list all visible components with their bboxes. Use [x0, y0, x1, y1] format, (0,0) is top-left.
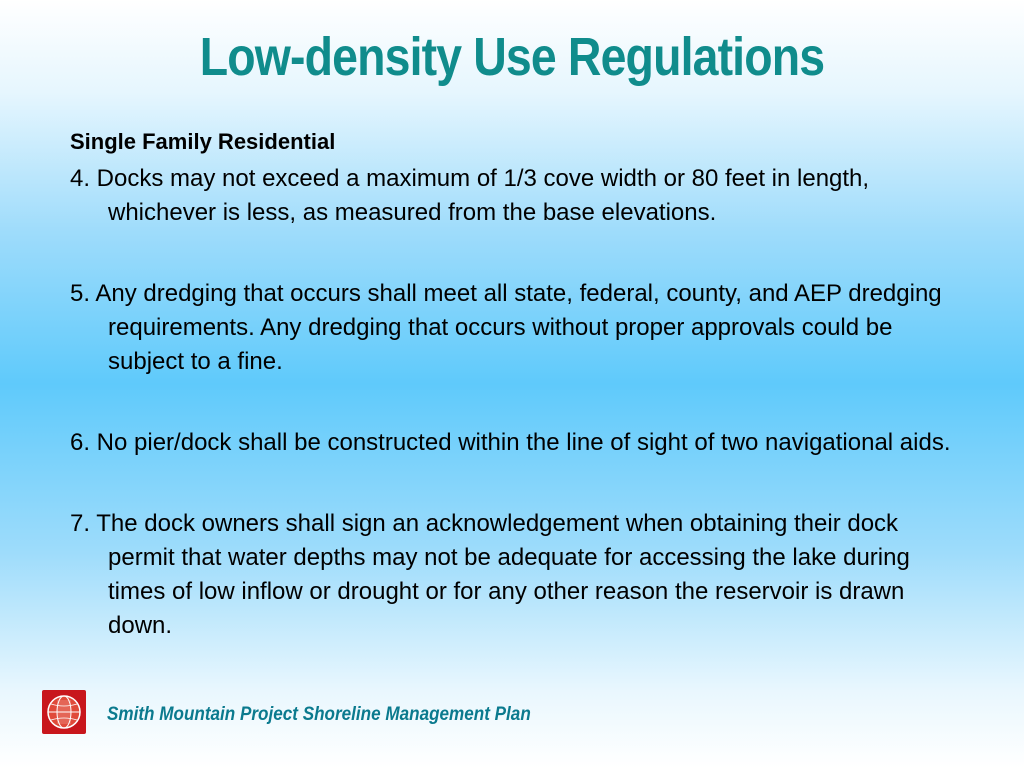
- slide-footer: [42, 690, 742, 734]
- footer-title: Smith Mountain Project Shoreline Management Plan: [107, 704, 531, 725]
- regulation-item-7: 7. The dock owners shall sign an acknowledgement when obtaining their dock permit that water depths may not be adequate for accessing the lake during times of low inflow or drought or for any other reason the reservoir is drawn down.: [70, 510, 910, 639]
- slide-title: Low-density Use Regulations: [199, 27, 825, 87]
- regulation-item-6: 6. No pier/dock shall be constructed within the line of sight of two navigational aids.: [70, 429, 951, 456]
- regulation-item-5: 5. Any dredging that occurs shall meet all state, federal, county, and AEP dredging requirements. Any dredging that occurs without proper approvals could be subject to a fine.: [70, 280, 942, 375]
- section-heading: Single Family Residential: [70, 129, 336, 154]
- slide-content: [70, 126, 970, 643]
- regulation-item-4: 4. Docks may not exceed a maximum of 1/3 cove width or 80 feet in length, whichever is less, as measured from the base elevations.: [70, 165, 870, 226]
- globe-logo-icon: [42, 690, 86, 734]
